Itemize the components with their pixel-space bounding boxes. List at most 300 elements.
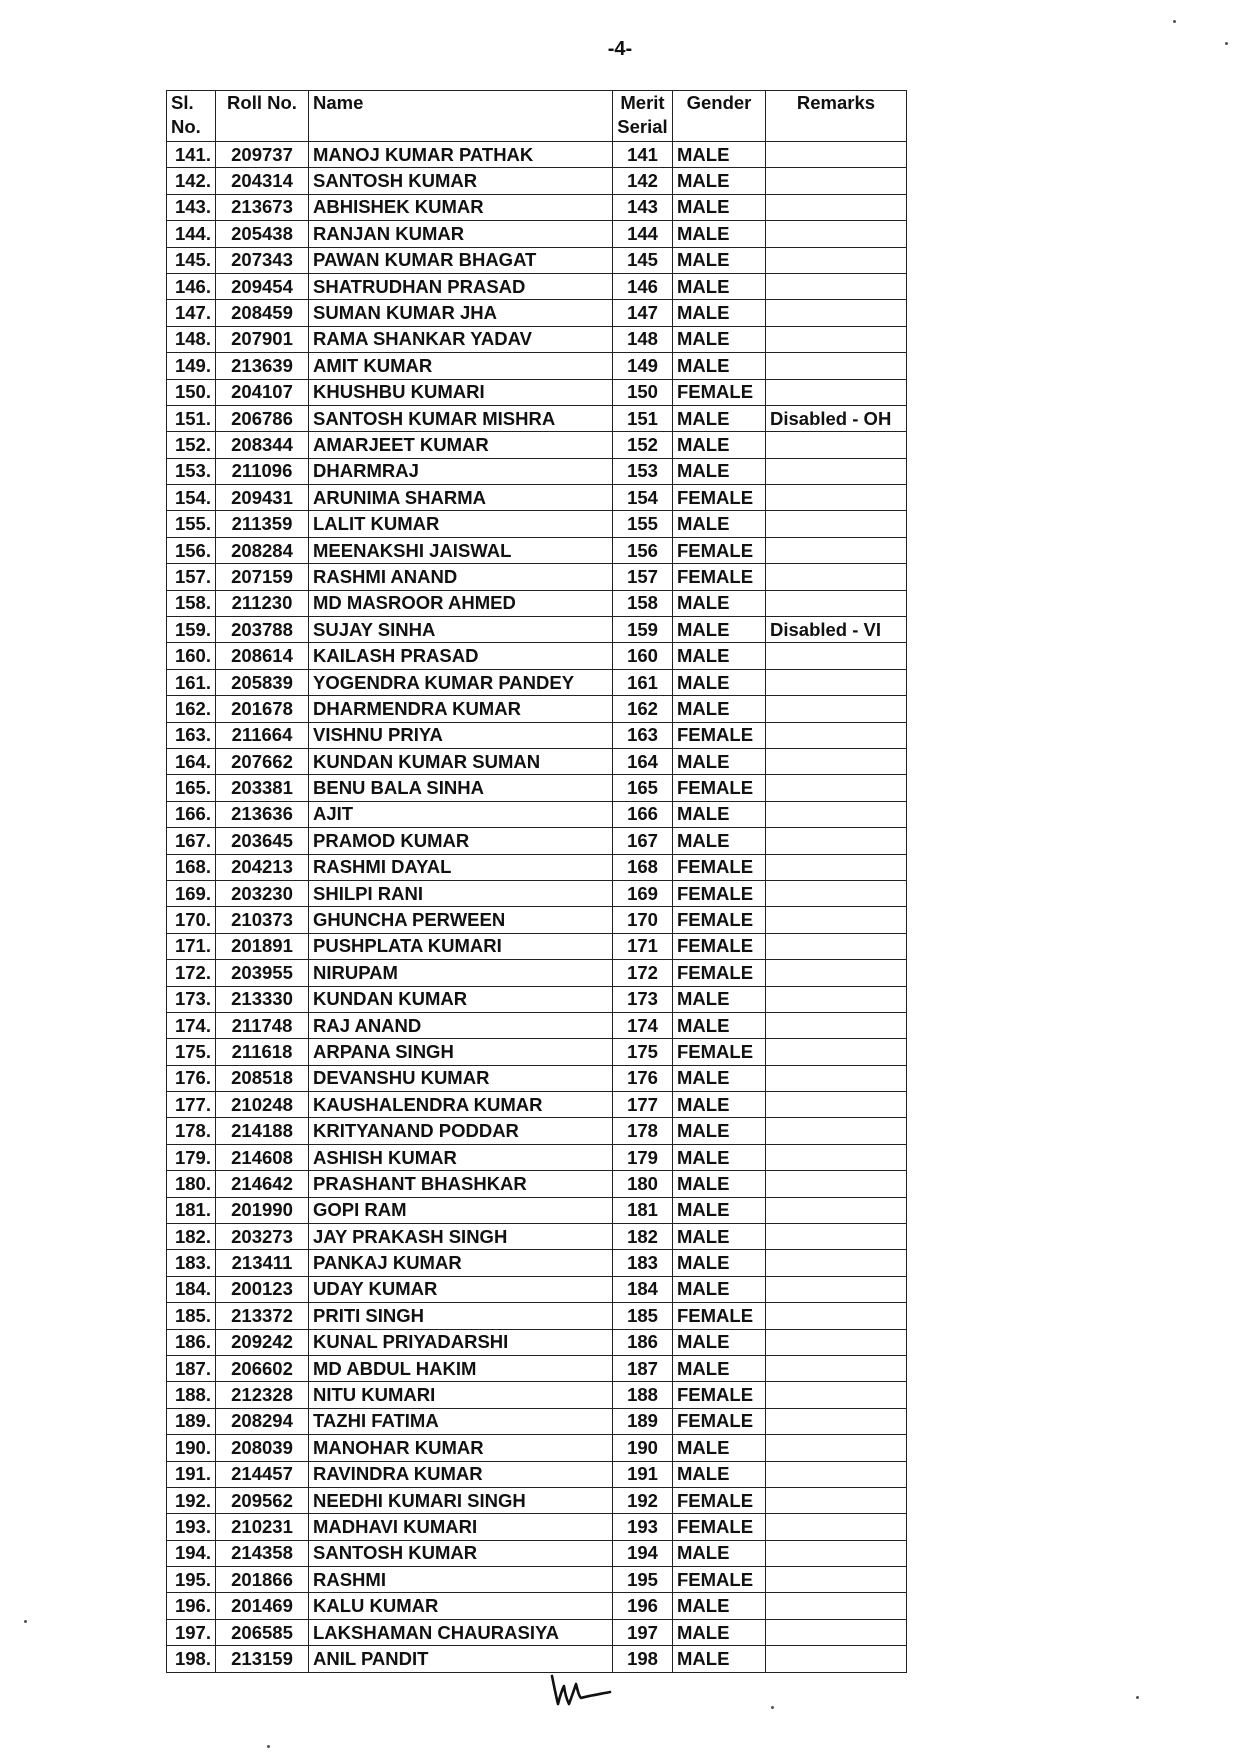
gender-cell: MALE: [673, 748, 766, 774]
sl-no-cell: 195.: [167, 1567, 216, 1593]
name-cell: KHUSHBU KUMARI: [309, 379, 613, 405]
gender-cell: MALE: [673, 1593, 766, 1619]
merit-serial-cell: 162: [613, 696, 673, 722]
roll-no-cell: 203788: [216, 617, 309, 643]
table-row: [167, 194, 907, 220]
table-row: [167, 485, 907, 511]
gender-cell: FEMALE: [673, 379, 766, 405]
roll-no-cell: 210373: [216, 907, 309, 933]
remarks-cell: Disabled - VI: [766, 617, 907, 643]
gender-cell: MALE: [673, 300, 766, 326]
roll-no-cell: 211359: [216, 511, 309, 537]
merit-serial-cell: 144: [613, 221, 673, 247]
sl-no-cell: 172.: [167, 960, 216, 986]
gender-cell: MALE: [673, 1092, 766, 1118]
remarks-cell: [766, 801, 907, 827]
merit-serial-cell: 163: [613, 722, 673, 748]
sl-no-cell: 166.: [167, 801, 216, 827]
merit-serial-cell: 160: [613, 643, 673, 669]
roll-no-cell: 213673: [216, 194, 309, 220]
name-cell: SUJAY SINHA: [309, 617, 613, 643]
roll-no-cell: 201678: [216, 696, 309, 722]
name-cell: JAY PRAKASH SINGH: [309, 1224, 613, 1250]
name-cell: KALU KUMAR: [309, 1593, 613, 1619]
gender-cell: MALE: [673, 326, 766, 352]
roll-no-cell: 203955: [216, 960, 309, 986]
name-cell: DEVANSHU KUMAR: [309, 1065, 613, 1091]
sl-no-cell: 191.: [167, 1461, 216, 1487]
remarks-cell: [766, 379, 907, 405]
sl-no-cell: 196.: [167, 1593, 216, 1619]
sl-no-cell: 190.: [167, 1435, 216, 1461]
remarks-cell: [766, 1039, 907, 1065]
merit-serial-cell: 181: [613, 1197, 673, 1223]
table-row: [167, 1329, 907, 1355]
table-row: [167, 326, 907, 352]
sl-no-cell: 198.: [167, 1646, 216, 1672]
merit-serial-cell: 142: [613, 168, 673, 194]
gender-cell: MALE: [673, 696, 766, 722]
gender-cell: MALE: [673, 1118, 766, 1144]
name-cell: MANOJ KUMAR PATHAK: [309, 142, 613, 168]
table-row: [167, 247, 907, 273]
table-row: [167, 458, 907, 484]
merit-serial-cell: 158: [613, 590, 673, 616]
sl-no-cell: 194.: [167, 1540, 216, 1566]
table-row: [167, 1619, 907, 1645]
gender-cell: MALE: [673, 1144, 766, 1170]
sl-no-cell: 161.: [167, 669, 216, 695]
gender-cell: MALE: [673, 1224, 766, 1250]
signature-mark: [548, 1672, 618, 1722]
table-row: [167, 801, 907, 827]
name-cell: ASHISH KUMAR: [309, 1144, 613, 1170]
roll-no-cell: 210248: [216, 1092, 309, 1118]
roll-no-cell: 201990: [216, 1197, 309, 1223]
table-row: [167, 1092, 907, 1118]
roll-no-cell: 213159: [216, 1646, 309, 1672]
sl-no-cell: 180.: [167, 1171, 216, 1197]
sl-no-cell: 184.: [167, 1276, 216, 1302]
merit-serial-cell: 150: [613, 379, 673, 405]
table-row: [167, 1065, 907, 1091]
remarks-cell: [766, 1303, 907, 1329]
roll-no-cell: 213330: [216, 986, 309, 1012]
table-row: [167, 1382, 907, 1408]
sl-no-cell: 163.: [167, 722, 216, 748]
table-row: [167, 986, 907, 1012]
roll-no-cell: 204107: [216, 379, 309, 405]
gender-cell: FEMALE: [673, 907, 766, 933]
sl-no-cell: 179.: [167, 1144, 216, 1170]
merit-serial-cell: 179: [613, 1144, 673, 1170]
header-merit-line1: Merit: [620, 92, 665, 113]
name-cell: SHILPI RANI: [309, 880, 613, 906]
merit-list-table: [166, 90, 907, 1673]
name-cell: TAZHI FATIMA: [309, 1408, 613, 1434]
remarks-cell: [766, 669, 907, 695]
merit-serial-cell: 164: [613, 748, 673, 774]
merit-serial-cell: 192: [613, 1487, 673, 1513]
roll-no-cell: 208284: [216, 537, 309, 563]
sl-no-cell: 185.: [167, 1303, 216, 1329]
remarks-cell: [766, 722, 907, 748]
table-row: [167, 1461, 907, 1487]
roll-no-cell: 211748: [216, 1012, 309, 1038]
table-row: [167, 1540, 907, 1566]
roll-no-cell: 214608: [216, 1144, 309, 1170]
remarks-cell: [766, 1487, 907, 1513]
gender-cell: MALE: [673, 168, 766, 194]
merit-serial-cell: 185: [613, 1303, 673, 1329]
table-row: [167, 617, 907, 643]
gender-cell: MALE: [673, 1276, 766, 1302]
sl-no-cell: 169.: [167, 880, 216, 906]
name-cell: AJIT: [309, 801, 613, 827]
sl-no-cell: 187.: [167, 1355, 216, 1381]
name-cell: DHARMRAJ: [309, 458, 613, 484]
sl-no-cell: 155.: [167, 511, 216, 537]
name-cell: MANOHAR KUMAR: [309, 1435, 613, 1461]
merit-serial-cell: 149: [613, 353, 673, 379]
remarks-cell: [766, 1435, 907, 1461]
remarks-cell: [766, 590, 907, 616]
merit-serial-cell: 180: [613, 1171, 673, 1197]
merit-serial-cell: 184: [613, 1276, 673, 1302]
name-cell: PRITI SINGH: [309, 1303, 613, 1329]
remarks-cell: [766, 458, 907, 484]
merit-serial-cell: 182: [613, 1224, 673, 1250]
merit-serial-cell: 153: [613, 458, 673, 484]
header-gender: Gender: [673, 91, 766, 142]
roll-no-cell: 201866: [216, 1567, 309, 1593]
merit-serial-cell: 171: [613, 933, 673, 959]
sl-no-cell: 177.: [167, 1092, 216, 1118]
gender-cell: MALE: [673, 221, 766, 247]
sl-no-cell: 154.: [167, 485, 216, 511]
table-row: [167, 907, 907, 933]
roll-no-cell: 206585: [216, 1619, 309, 1645]
gender-cell: FEMALE: [673, 485, 766, 511]
gender-cell: MALE: [673, 247, 766, 273]
gender-cell: MALE: [673, 1197, 766, 1223]
roll-no-cell: 207901: [216, 326, 309, 352]
name-cell: NITU KUMARI: [309, 1382, 613, 1408]
name-cell: KUNDAN KUMAR SUMAN: [309, 748, 613, 774]
table-row: [167, 1171, 907, 1197]
table-row: [167, 1408, 907, 1434]
roll-no-cell: 214642: [216, 1171, 309, 1197]
name-cell: ARUNIMA SHARMA: [309, 485, 613, 511]
gender-cell: MALE: [673, 1171, 766, 1197]
table-row: [167, 643, 907, 669]
name-cell: LAKSHAMAN CHAURASIYA: [309, 1619, 613, 1645]
table-row: [167, 775, 907, 801]
roll-no-cell: 212328: [216, 1382, 309, 1408]
table-row: [167, 1276, 907, 1302]
gender-cell: MALE: [673, 432, 766, 458]
roll-no-cell: 209737: [216, 142, 309, 168]
remarks-cell: [766, 1461, 907, 1487]
remarks-cell: [766, 828, 907, 854]
remarks-cell: Disabled - OH: [766, 405, 907, 431]
table-row: [167, 933, 907, 959]
name-cell: ABHISHEK KUMAR: [309, 194, 613, 220]
remarks-cell: [766, 1250, 907, 1276]
merit-serial-cell: 165: [613, 775, 673, 801]
sl-no-cell: 164.: [167, 748, 216, 774]
gender-cell: MALE: [673, 590, 766, 616]
roll-no-cell: 203230: [216, 880, 309, 906]
table-row: [167, 537, 907, 563]
table-row: [167, 405, 907, 431]
sl-no-cell: 152.: [167, 432, 216, 458]
name-cell: PAWAN KUMAR BHAGAT: [309, 247, 613, 273]
name-cell: UDAY KUMAR: [309, 1276, 613, 1302]
roll-no-cell: 214457: [216, 1461, 309, 1487]
name-cell: SANTOSH KUMAR MISHRA: [309, 405, 613, 431]
gender-cell: MALE: [673, 1540, 766, 1566]
name-cell: SANTOSH KUMAR: [309, 1540, 613, 1566]
merit-serial-cell: 174: [613, 1012, 673, 1038]
gender-cell: FEMALE: [673, 933, 766, 959]
remarks-cell: [766, 485, 907, 511]
name-cell: MD ABDUL HAKIM: [309, 1355, 613, 1381]
remarks-cell: [766, 194, 907, 220]
gender-cell: MALE: [673, 142, 766, 168]
name-cell: MD MASROOR AHMED: [309, 590, 613, 616]
merit-serial-cell: 147: [613, 300, 673, 326]
sl-no-cell: 165.: [167, 775, 216, 801]
merit-serial-cell: 191: [613, 1461, 673, 1487]
table-row: [167, 273, 907, 299]
gender-cell: MALE: [673, 194, 766, 220]
remarks-cell: [766, 1171, 907, 1197]
sl-no-cell: 153.: [167, 458, 216, 484]
roll-no-cell: 208294: [216, 1408, 309, 1434]
gender-cell: MALE: [673, 1065, 766, 1091]
remarks-cell: [766, 1382, 907, 1408]
name-cell: PUSHPLATA KUMARI: [309, 933, 613, 959]
sl-no-cell: 158.: [167, 590, 216, 616]
table-row: [167, 880, 907, 906]
merit-serial-cell: 194: [613, 1540, 673, 1566]
header-sl-no: [167, 91, 216, 142]
remarks-cell: [766, 221, 907, 247]
roll-no-cell: 211664: [216, 722, 309, 748]
remarks-cell: [766, 1646, 907, 1672]
sl-no-cell: 186.: [167, 1329, 216, 1355]
merit-serial-cell: 156: [613, 537, 673, 563]
name-cell: GOPI RAM: [309, 1197, 613, 1223]
table-row: [167, 432, 907, 458]
gender-cell: FEMALE: [673, 1408, 766, 1434]
gender-cell: FEMALE: [673, 1039, 766, 1065]
table-row: [167, 1487, 907, 1513]
sl-no-cell: 192.: [167, 1487, 216, 1513]
sl-no-cell: 183.: [167, 1250, 216, 1276]
roll-no-cell: 209562: [216, 1487, 309, 1513]
name-cell: KUNDAN KUMAR: [309, 986, 613, 1012]
roll-no-cell: 208518: [216, 1065, 309, 1091]
name-cell: KUNAL PRIYADARSHI: [309, 1329, 613, 1355]
sl-no-cell: 156.: [167, 537, 216, 563]
sl-no-cell: 193.: [167, 1514, 216, 1540]
merit-serial-cell: 154: [613, 485, 673, 511]
table-row: [167, 1012, 907, 1038]
sl-no-cell: 149.: [167, 353, 216, 379]
sl-no-cell: 175.: [167, 1039, 216, 1065]
merit-serial-cell: 186: [613, 1329, 673, 1355]
roll-no-cell: 206786: [216, 405, 309, 431]
remarks-cell: [766, 273, 907, 299]
gender-cell: FEMALE: [673, 1382, 766, 1408]
remarks-cell: [766, 775, 907, 801]
table-row: [167, 1144, 907, 1170]
gender-cell: FEMALE: [673, 1567, 766, 1593]
remarks-cell: [766, 168, 907, 194]
remarks-cell: [766, 1092, 907, 1118]
sl-no-cell: 141.: [167, 142, 216, 168]
roll-no-cell: 203645: [216, 828, 309, 854]
roll-no-cell: 214188: [216, 1118, 309, 1144]
sl-no-cell: 174.: [167, 1012, 216, 1038]
name-cell: RANJAN KUMAR: [309, 221, 613, 247]
gender-cell: MALE: [673, 405, 766, 431]
remarks-cell: [766, 1065, 907, 1091]
gender-cell: MALE: [673, 353, 766, 379]
gender-cell: MALE: [673, 986, 766, 1012]
gender-cell: MALE: [673, 1250, 766, 1276]
name-cell: KRITYANAND PODDAR: [309, 1118, 613, 1144]
table-row: [167, 379, 907, 405]
name-cell: RAMA SHANKAR YADAV: [309, 326, 613, 352]
sl-no-cell: 147.: [167, 300, 216, 326]
remarks-cell: [766, 643, 907, 669]
remarks-cell: [766, 880, 907, 906]
name-cell: RASHMI ANAND: [309, 564, 613, 590]
table-row: [167, 1567, 907, 1593]
name-cell: RASHMI DAYAL: [309, 854, 613, 880]
merit-serial-cell: 187: [613, 1355, 673, 1381]
merit-serial-cell: 175: [613, 1039, 673, 1065]
gender-cell: MALE: [673, 828, 766, 854]
name-cell: GHUNCHA PERWEEN: [309, 907, 613, 933]
table-row: [167, 221, 907, 247]
gender-cell: FEMALE: [673, 880, 766, 906]
merit-serial-cell: 146: [613, 273, 673, 299]
merit-serial-cell: 172: [613, 960, 673, 986]
roll-no-cell: 206602: [216, 1355, 309, 1381]
name-cell: AMIT KUMAR: [309, 353, 613, 379]
sl-no-cell: 159.: [167, 617, 216, 643]
sl-no-cell: 142.: [167, 168, 216, 194]
sl-no-cell: 148.: [167, 326, 216, 352]
table-row: [167, 300, 907, 326]
remarks-cell: [766, 1276, 907, 1302]
roll-no-cell: 201891: [216, 933, 309, 959]
sl-no-cell: 167.: [167, 828, 216, 854]
header-roll-no: Roll No.: [216, 91, 309, 142]
merit-serial-cell: 167: [613, 828, 673, 854]
roll-no-cell: 211096: [216, 458, 309, 484]
name-cell: KAUSHALENDRA KUMAR: [309, 1092, 613, 1118]
sl-no-cell: 197.: [167, 1619, 216, 1645]
table-row: [167, 1197, 907, 1223]
gender-cell: FEMALE: [673, 722, 766, 748]
table-row: [167, 1355, 907, 1381]
gender-cell: FEMALE: [673, 775, 766, 801]
sl-no-cell: 160.: [167, 643, 216, 669]
sl-no-cell: 182.: [167, 1224, 216, 1250]
remarks-cell: [766, 247, 907, 273]
remarks-cell: [766, 1118, 907, 1144]
remarks-cell: [766, 537, 907, 563]
roll-no-cell: 213636: [216, 801, 309, 827]
table-row: [167, 669, 907, 695]
remarks-cell: [766, 511, 907, 537]
gender-cell: MALE: [673, 1329, 766, 1355]
name-cell: ANIL PANDIT: [309, 1646, 613, 1672]
table-row: [167, 1250, 907, 1276]
merit-serial-cell: 155: [613, 511, 673, 537]
sl-no-cell: 150.: [167, 379, 216, 405]
merit-serial-cell: 190: [613, 1435, 673, 1461]
roll-no-cell: 201469: [216, 1593, 309, 1619]
name-cell: AMARJEET KUMAR: [309, 432, 613, 458]
sl-no-cell: 170.: [167, 907, 216, 933]
sl-no-cell: 157.: [167, 564, 216, 590]
table-row: [167, 564, 907, 590]
gender-cell: FEMALE: [673, 1514, 766, 1540]
table-row: [167, 511, 907, 537]
merit-serial-cell: 188: [613, 1382, 673, 1408]
gender-cell: MALE: [673, 511, 766, 537]
name-cell: YOGENDRA KUMAR PANDEY: [309, 669, 613, 695]
table-row: [167, 1593, 907, 1619]
name-cell: SUMAN KUMAR JHA: [309, 300, 613, 326]
merit-serial-cell: 173: [613, 986, 673, 1012]
remarks-cell: [766, 933, 907, 959]
roll-no-cell: 208344: [216, 432, 309, 458]
header-merit-line2: Serial: [617, 116, 668, 137]
gender-cell: FEMALE: [673, 1487, 766, 1513]
merit-serial-cell: 159: [613, 617, 673, 643]
table-row: [167, 696, 907, 722]
gender-cell: MALE: [673, 1012, 766, 1038]
merit-serial-cell: 141: [613, 142, 673, 168]
roll-no-cell: 205438: [216, 221, 309, 247]
remarks-cell: [766, 1197, 907, 1223]
roll-no-cell: 200123: [216, 1276, 309, 1302]
roll-no-cell: 204213: [216, 854, 309, 880]
merit-serial-cell: 168: [613, 854, 673, 880]
name-cell: RASHMI: [309, 1567, 613, 1593]
header-sl-line1: Sl.: [171, 92, 194, 113]
roll-no-cell: 213639: [216, 353, 309, 379]
table-row: [167, 168, 907, 194]
name-cell: RAJ ANAND: [309, 1012, 613, 1038]
gender-cell: FEMALE: [673, 537, 766, 563]
gender-cell: FEMALE: [673, 1303, 766, 1329]
remarks-cell: [766, 960, 907, 986]
merit-serial-cell: 195: [613, 1567, 673, 1593]
remarks-cell: [766, 1540, 907, 1566]
name-cell: SANTOSH KUMAR: [309, 168, 613, 194]
sl-no-cell: 188.: [167, 1382, 216, 1408]
remarks-cell: [766, 432, 907, 458]
roll-no-cell: 207159: [216, 564, 309, 590]
